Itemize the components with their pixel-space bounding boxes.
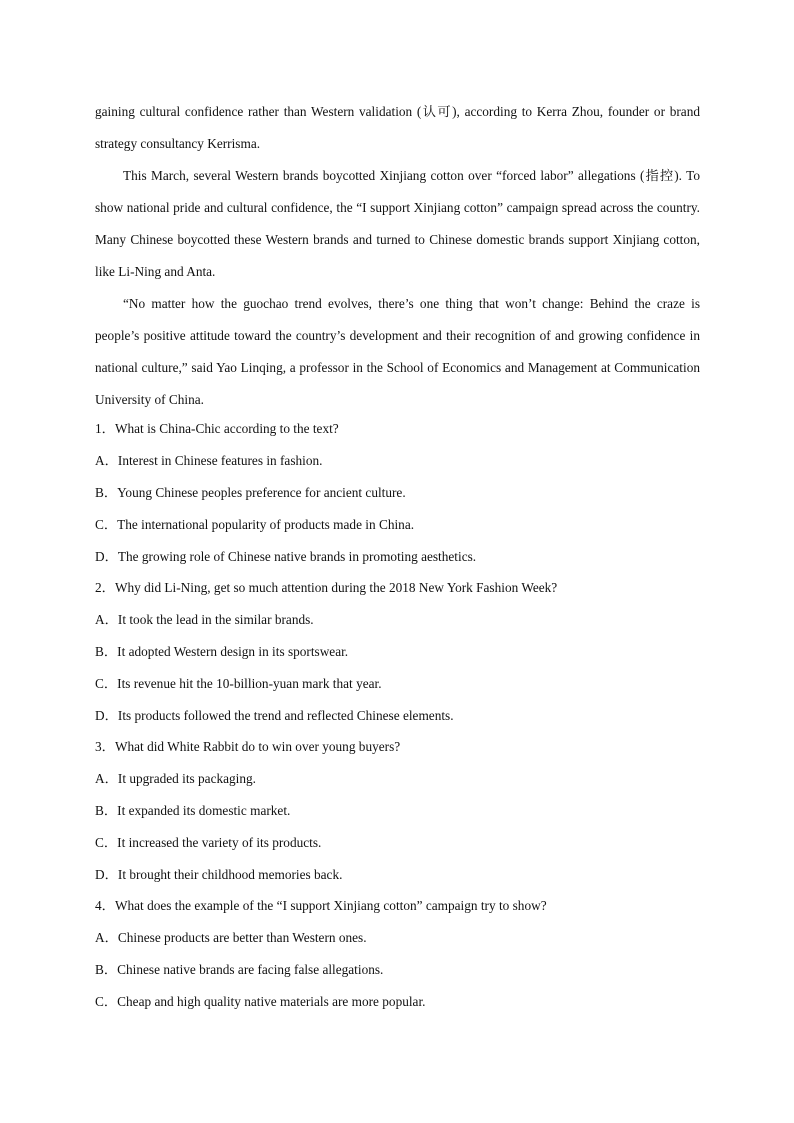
- question-3-option-a: A．It upgraded its packaging.: [95, 771, 256, 786]
- question-2-option-a: A．It took the lead in the similar brands.: [95, 612, 314, 627]
- passage-paragraph-2: This March, several Western brands boycotted Xinjiang cotton over “forced labor” allegations (指控). To show national pride and cultural confidence, the “I support Xinjiang cotton” campaign spread across the country. Many Chinese boycotted these Western brands and turned to Chinese domestic brands support Xinjiang cotton, like Li-Ning and Anta.: [95, 168, 700, 279]
- question-3-stem: 3．What did White Rabbit do to win over young buyers?: [95, 739, 401, 754]
- question-1-option-d: D．The growing role of Chinese native brands in promoting aesthetics.: [95, 549, 477, 564]
- question-1-option-c: C．The international popularity of products made in China.: [95, 517, 415, 532]
- question-2-option-c: C．Its revenue hit the 10-billion-yuan mark that year.: [95, 676, 382, 691]
- question-4-stem: 4．What does the example of the “I support Xinjiang cotton” campaign try to show?: [95, 898, 547, 913]
- question-1-option-b: B．Young Chinese peoples preference for ancient culture.: [95, 485, 406, 500]
- question-2-option-d: D．Its products followed the trend and reflected Chinese elements.: [95, 708, 454, 723]
- passage-paragraph-1: gaining cultural confidence rather than Western validation (认可), according to Kerra Zhou, founder or brand strategy consultancy Kerrisma.: [95, 104, 700, 151]
- question-1-option-a: A．Interest in Chinese features in fashion.: [95, 453, 323, 468]
- question-3-option-b: B．It expanded its domestic market.: [95, 803, 291, 818]
- question-3-option-c: C．It increased the variety of its products.: [95, 835, 322, 850]
- passage: [95, 96, 700, 416]
- question-4-option-a: A．Chinese products are better than Western ones.: [95, 930, 367, 945]
- question-4-option-b: B．Chinese native brands are facing false allegations.: [95, 962, 384, 977]
- question-2-option-b: B．It adopted Western design in its sportswear.: [95, 644, 349, 659]
- question-3-option-d: D．It brought their childhood memories back.: [95, 867, 343, 882]
- question-2-stem: 2．Why did Li-Ning, get so much attention during the 2018 New York Fashion Week?: [95, 580, 558, 595]
- question-4-option-c: C．Cheap and high quality native materials are more popular.: [95, 994, 426, 1009]
- question-1-stem: 1．What is China-Chic according to the text?: [95, 421, 339, 436]
- passage-paragraph-3: “No matter how the guochao trend evolves, there’s one thing that won’t change: Behind the craze is people’s positive attitude toward the country’s development and their recognition of and growing confidence in national culture,” said Yao Linqing, a professor in the School of Economics and Management at Communication University of China.: [95, 296, 700, 407]
